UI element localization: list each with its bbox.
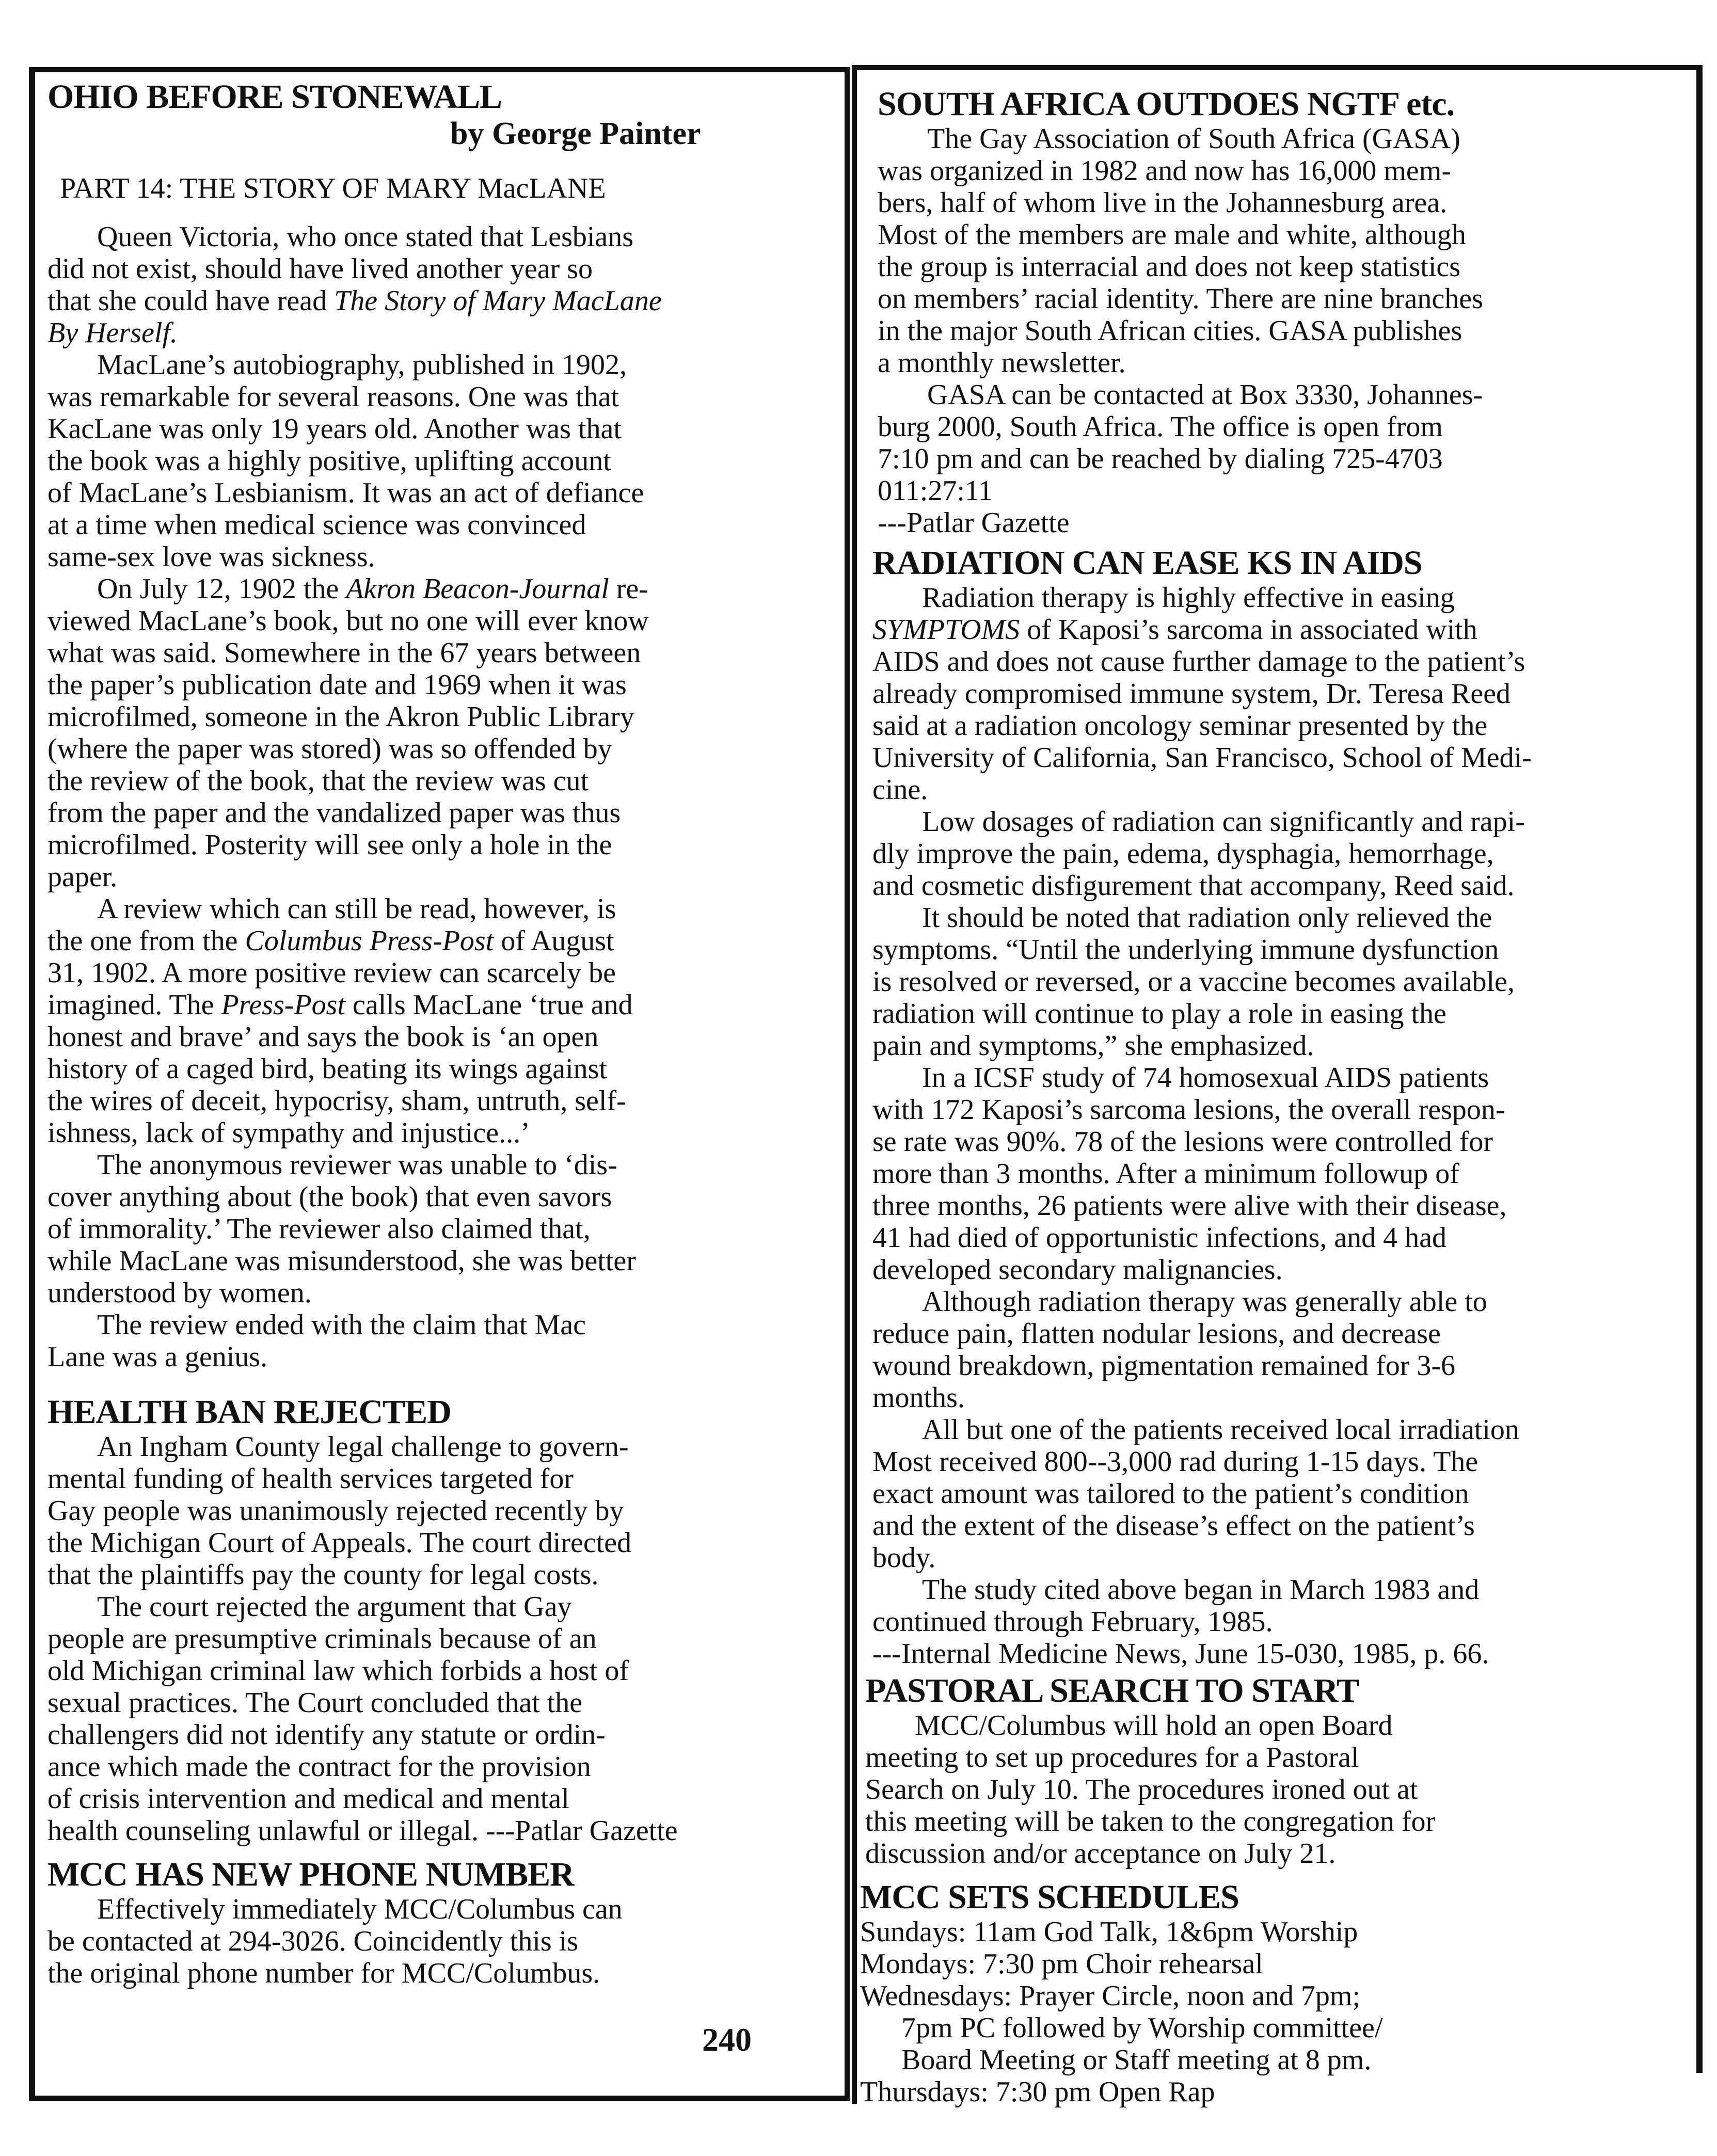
article-body (872, 582, 1532, 1638)
text-line (878, 251, 1483, 283)
text-segment: honest and brave’ and says the book is ‘an open (47, 1021, 599, 1053)
text-segment: radiation will continue to play a role in easing the (872, 998, 1446, 1030)
text-line (872, 1062, 1532, 1094)
text-line (872, 1286, 1532, 1318)
text-line (865, 1710, 1435, 1742)
right-box-border-top (852, 65, 1703, 70)
text-line (872, 1094, 1532, 1126)
text-line (47, 925, 701, 957)
text-line (878, 123, 1483, 155)
text-segment: the review of the book, that the review was cut (47, 765, 589, 797)
article-title: OHIO BEFORE STONEWALL (47, 78, 502, 116)
article-mcc-phone-number (47, 1856, 623, 1989)
text-segment: more than 3 months. After a minimum followup of (872, 1158, 1459, 1190)
text-line (872, 1382, 1532, 1414)
text-line (872, 966, 1532, 998)
article-mcc-schedules (860, 1879, 1382, 2108)
left-box-border-left (29, 67, 35, 2101)
text-line (47, 1431, 678, 1463)
text-segment: The study cited above began in March 1983 and (922, 1574, 1480, 1606)
article-body (878, 123, 1483, 507)
text-line (872, 1606, 1532, 1638)
text-segment: microfilmed, someone in the Akron Public Library (47, 701, 634, 733)
italic-text: By Herself. (47, 317, 178, 349)
italic-text: Columbus Press-Post (245, 925, 494, 957)
text-segment: 41 had died of opportunistic infections, and 4 had (872, 1222, 1446, 1254)
text-line (47, 413, 701, 445)
text-line (47, 1021, 701, 1053)
text-line (878, 379, 1483, 411)
text-segment: (where the paper was stored) was so offended by (47, 733, 612, 765)
text-line (872, 1446, 1532, 1478)
text-line (872, 1574, 1532, 1606)
text-line (872, 1254, 1532, 1286)
text-line (47, 541, 701, 573)
text-segment: reduce pain, flatten nodular lesions, and decrease (872, 1318, 1441, 1350)
text-line (47, 221, 701, 253)
text-line (872, 806, 1532, 838)
text-segment: pain and symptoms,” she emphasized. (872, 1030, 1314, 1062)
text-line (47, 573, 701, 605)
text-segment: history of a caged bird, beating its wings against (47, 1053, 607, 1085)
left-box-border-right (845, 67, 850, 2101)
text-line (878, 155, 1483, 187)
text-line (47, 1117, 701, 1149)
text-line (47, 1687, 678, 1719)
text-segment: that the plaintiffs pay the county for legal costs. (47, 1559, 599, 1591)
text-line (47, 1245, 701, 1277)
schedule-line: Thursdays: 7:30 pm Open Rap (860, 2076, 1215, 2108)
text-line (47, 1559, 678, 1591)
schedule-line: 7pm PC followed by Worship committee/ (901, 2012, 1383, 2044)
text-segment: Low dosages of radiation can significantly and rapi- (922, 806, 1525, 838)
text-segment: All but one of the patients received local irradiation (922, 1414, 1519, 1446)
text-line (872, 1190, 1532, 1222)
text-segment: understood by women. (47, 1277, 312, 1309)
italic-text: Press-Post (221, 989, 346, 1021)
text-line (878, 187, 1483, 219)
text-line (47, 509, 701, 541)
text-segment: University of California, San Francisco, School of Medi- (872, 742, 1532, 774)
text-segment: already compromised immune system, Dr. Teresa Reed (872, 678, 1511, 710)
text-segment: and the extent of the disease’s effect on the patient’s (872, 1510, 1475, 1542)
article-title: HEALTH BAN REJECTED (47, 1393, 451, 1431)
text-segment: continued through February, 1985. (872, 1606, 1273, 1638)
article-body (47, 221, 701, 1373)
text-segment: three months, 26 patients were alive with their disease, (872, 1190, 1507, 1222)
text-line (47, 1341, 701, 1373)
article-subtitle: PART 14: THE STORY OF MARY MacLANE (60, 172, 606, 204)
text-segment: a monthly newsletter. (878, 347, 1126, 379)
text-line (47, 1149, 701, 1181)
text-segment: sexual practices. The Court concluded that the (47, 1687, 583, 1719)
text-segment: that she could have read (47, 285, 335, 317)
text-line (865, 1742, 1435, 1774)
text-segment: The anonymous reviewer was unable to ‘dis- (97, 1149, 617, 1181)
text-segment: the paper’s publication date and 1969 when it was (47, 669, 627, 701)
text-segment: mental funding of health services targeted for (47, 1463, 574, 1495)
text-segment: Radiation therapy is highly effective in easing (922, 582, 1455, 614)
text-segment: Most received 800--3,000 rad during 1-15 days. The (872, 1446, 1478, 1478)
text-segment: viewed MacLane’s book, but no one will ever know (47, 605, 649, 637)
text-segment: Search on July 10. The procedures ironed out at (865, 1774, 1418, 1806)
text-line (47, 285, 701, 317)
text-segment: of immorality.’ The reviewer also claimed that, (47, 1213, 591, 1245)
text-segment: Although radiation therapy was generally able to (922, 1286, 1487, 1318)
text-segment: on members’ racial identity. There are nine branches (878, 283, 1483, 315)
text-line (47, 477, 701, 509)
right-box-border-right (1696, 65, 1703, 2073)
text-segment: from the paper and the vandalized paper was thus (47, 797, 621, 829)
text-segment: paper. (47, 861, 118, 893)
text-line (872, 1510, 1532, 1542)
text-segment: imagined. The (47, 989, 221, 1021)
text-line (47, 669, 701, 701)
left-box-border-bottom (29, 2096, 850, 2101)
text-line (47, 829, 701, 861)
text-segment: of MacLane’s Lesbianism. It was an act of defiance (47, 477, 644, 509)
text-segment: the wires of deceit, hypocrisy, sham, untruth, self- (47, 1085, 626, 1117)
text-line (47, 861, 701, 893)
text-segment: Effectively immediately MCC/Columbus can (97, 1893, 623, 1925)
text-line (872, 614, 1532, 646)
text-line (47, 605, 701, 637)
text-line (872, 1350, 1532, 1382)
italic-text: Akron Beacon-Journal (346, 573, 609, 605)
text-segment: 31, 1902. A more positive review can scarcely be (47, 957, 616, 989)
article-pastoral-search (865, 1672, 1435, 1870)
text-segment: It should be noted that radiation only relieved the (922, 902, 1492, 934)
schedule-line: Sundays: 11am God Talk, 1&6pm Worship (860, 1916, 1358, 1948)
text-line (865, 1806, 1435, 1838)
text-segment: GASA can be contacted at Box 3330, Johannes- (927, 379, 1483, 411)
text-segment: The Gay Association of South Africa (GASA) (927, 123, 1460, 155)
text-segment: old Michigan criminal law which forbids a host of (47, 1655, 629, 1687)
text-line (47, 637, 701, 669)
text-line (872, 902, 1532, 934)
article-source: ---Patlar Gazette (878, 507, 1070, 539)
text-line (47, 989, 701, 1021)
text-line (872, 838, 1532, 870)
right-box-border-left (852, 65, 857, 2104)
text-segment: ance which made the contract for the provision (47, 1751, 591, 1783)
text-line (47, 733, 701, 765)
text-line (878, 411, 1483, 443)
text-segment: the book was a highly positive, uplifting account (47, 445, 611, 477)
text-segment: cine. (872, 774, 928, 806)
article-body (865, 1710, 1435, 1870)
text-segment: of August (494, 925, 614, 957)
article-title: RADIATION CAN EASE KS IN AIDS (872, 544, 1422, 582)
text-segment: meeting to set up procedures for a Pastoral (865, 1742, 1359, 1774)
article-radiation-ks (872, 545, 1532, 1670)
text-segment: the one from the (47, 925, 245, 957)
text-line (47, 1213, 701, 1245)
text-line (872, 742, 1532, 774)
schedule-line: Mondays: 7:30 pm Choir rehearsal (860, 1948, 1263, 1980)
text-line (47, 957, 701, 989)
text-line (47, 797, 701, 829)
text-segment: said at a radiation oncology seminar presented by the (872, 710, 1488, 742)
text-line (47, 381, 701, 413)
italic-text: SYMPTOMS (872, 614, 1020, 646)
text-line (872, 998, 1532, 1030)
text-segment: did not exist, should have lived another year so (47, 253, 593, 285)
text-segment: was organized in 1982 and now has 16,000 mem- (878, 155, 1451, 187)
text-line (47, 1783, 678, 1815)
text-segment: same-sex love was sickness. (47, 541, 375, 573)
text-line (47, 1495, 678, 1527)
text-segment: the original phone number for MCC/Columbus. (47, 1957, 600, 1989)
text-segment: is resolved or reversed, or a vaccine becomes available, (872, 966, 1515, 998)
text-line (872, 678, 1532, 710)
text-segment: The court rejected the argument that Gay (97, 1591, 572, 1623)
text-line (872, 1158, 1532, 1190)
text-segment: symptoms. “Until the underlying immune dysfunction (872, 934, 1499, 966)
text-segment: In a ICSF study of 74 homosexual AIDS patients (922, 1062, 1489, 1094)
text-line (47, 1527, 678, 1559)
article-title: SOUTH AFRICA OUTDOES NGTF etc. (878, 85, 1455, 123)
text-line (47, 317, 701, 349)
text-segment: An Ingham County legal challenge to govern- (97, 1431, 629, 1463)
text-segment: be contacted at 294-3026. Coincidently this is (47, 1925, 579, 1957)
text-segment: people are presumptive criminals because of an (47, 1623, 597, 1655)
text-line (872, 582, 1532, 614)
text-line (47, 1957, 623, 1989)
text-segment: this meeting will be taken to the congregation for (865, 1806, 1436, 1838)
text-line (865, 1838, 1435, 1870)
text-line (47, 1623, 678, 1655)
text-segment: in the major South African cities. GASA publishes (878, 315, 1462, 347)
text-segment: body. (872, 1542, 936, 1574)
text-line (47, 1893, 623, 1925)
text-segment: discussion and/or acceptance on July 21. (865, 1838, 1336, 1870)
text-line (47, 1277, 701, 1309)
text-segment: Lane was a genius. (47, 1341, 268, 1373)
text-line (872, 774, 1532, 806)
text-segment: MCC/Columbus will hold an open Board (915, 1710, 1393, 1742)
page-number: 240 (702, 2021, 752, 2058)
text-line (872, 646, 1532, 678)
text-line (872, 1414, 1532, 1446)
article-body (47, 1431, 678, 1847)
text-segment: 011:27:11 (878, 475, 993, 507)
text-segment: the Michigan Court of Appeals. The court directed (47, 1527, 632, 1559)
text-line (47, 445, 701, 477)
text-line (47, 1181, 701, 1213)
text-segment: KacLane was only 19 years old. Another was that (47, 413, 622, 445)
article-title: MCC SETS SCHEDULES (860, 1878, 1239, 1916)
text-segment: cover anything about (the book) that even savors (47, 1181, 612, 1213)
text-line (878, 283, 1483, 315)
text-line (47, 1309, 701, 1341)
text-segment: of Kaposi’s sarcoma in associated with (1020, 614, 1477, 646)
text-segment: Queen Victoria, who once stated that Lesbians (97, 221, 634, 253)
text-segment: exact amount was tailored to the patient’s condition (872, 1478, 1469, 1510)
text-line (878, 219, 1483, 251)
left-box-border-top (29, 67, 850, 72)
text-segment: at a time when medical science was convinced (47, 509, 586, 541)
text-line (872, 934, 1532, 966)
text-line (47, 1719, 678, 1751)
text-segment: Gay people was unanimously rejected recently by (47, 1495, 624, 1527)
text-segment: se rate was 90%. 78 of the lesions were controlled for (872, 1126, 1493, 1158)
text-segment: Most of the members are male and white, although (878, 219, 1466, 251)
text-segment: burg 2000, South Africa. The office is open from (878, 411, 1443, 443)
text-segment: re- (609, 573, 648, 605)
text-segment: of crisis intervention and medical and mental (47, 1783, 569, 1815)
text-line (878, 443, 1483, 475)
text-segment: months. (872, 1382, 965, 1414)
text-line (47, 1655, 678, 1687)
text-segment: health counseling unlawful or illegal. ---Patlar Gazette (47, 1815, 678, 1847)
text-segment: microfilmed. Posterity will see only a hole in the (47, 829, 612, 861)
text-segment: what was said. Somewhere in the 67 years between (47, 637, 641, 669)
text-segment: wound breakdown, pigmentation remained for 3-6 (872, 1350, 1456, 1382)
text-segment: with 172 Kaposi’s sarcoma lesions, the overall respon- (872, 1094, 1505, 1126)
text-segment: On July 12, 1902 the (97, 573, 346, 605)
text-line (47, 1815, 678, 1847)
text-line (872, 1478, 1532, 1510)
text-line (872, 1542, 1532, 1574)
article-byline: by George Painter (450, 116, 701, 151)
text-line (47, 1463, 678, 1495)
text-segment: was remarkable for several reasons. One was that (47, 381, 619, 413)
text-line (47, 1751, 678, 1783)
text-segment: and cosmetic disfigurement that accompany, Reed said. (872, 870, 1515, 902)
text-line (872, 1318, 1532, 1350)
text-line (47, 253, 701, 285)
text-line (47, 1591, 678, 1623)
text-line (865, 1774, 1435, 1806)
text-segment: while MacLane was misunderstood, she was better (47, 1245, 636, 1277)
text-line (872, 1030, 1532, 1062)
text-line (872, 1222, 1532, 1254)
text-segment: bers, half of whom live in the Johannesburg area. (878, 187, 1448, 219)
italic-text: The Story of Mary MacLane (334, 285, 662, 317)
text-line (872, 1126, 1532, 1158)
article-title: MCC HAS NEW PHONE NUMBER (47, 1856, 574, 1893)
text-line (47, 1925, 623, 1957)
text-line (47, 765, 701, 797)
text-line (47, 893, 701, 925)
text-line (878, 475, 1483, 507)
article-body (47, 1893, 623, 1989)
text-segment: dly improve the pain, edema, dysphagia, hemorrhage, (872, 838, 1494, 870)
text-segment: developed secondary malignancies. (872, 1254, 1283, 1286)
text-line (878, 315, 1483, 347)
article-ohio-before-stonewall (47, 78, 701, 1373)
text-segment: 7:10 pm and can be reached by dialing 725-4703 (878, 443, 1443, 475)
schedule-line: Board Meeting or Staff meeting at 8 pm. (901, 2044, 1372, 2076)
text-segment: ishness, lack of sympathy and injustice...’ (47, 1117, 530, 1149)
article-health-ban-rejected (47, 1394, 678, 1847)
text-line (878, 347, 1483, 379)
text-segment: MacLane’s autobiography, published in 1902, (97, 349, 627, 381)
text-segment: challengers did not identify any statute or ordin- (47, 1719, 606, 1751)
text-segment: The review ended with the claim that Mac (97, 1309, 586, 1341)
article-title: PASTORAL SEARCH TO START (865, 1672, 1359, 1710)
text-line (47, 701, 701, 733)
text-segment: the group is interracial and does not keep statistics (878, 251, 1461, 283)
text-line (872, 710, 1532, 742)
schedule-line: Wednesdays: Prayer Circle, noon and 7pm; (860, 1980, 1361, 2012)
article-source: ---Internal Medicine News, June 15-030, 1985, p. 66. (872, 1638, 1489, 1670)
text-line (47, 349, 701, 381)
text-segment: calls MacLane ‘true and (345, 989, 633, 1021)
text-line (47, 1085, 701, 1117)
text-line (872, 870, 1532, 902)
text-line (47, 1053, 701, 1085)
text-segment: A review which can still be read, however, is (97, 893, 616, 925)
text-segment: AIDS and does not cause further damage to the patient’s (872, 646, 1525, 678)
article-south-africa (878, 86, 1483, 539)
